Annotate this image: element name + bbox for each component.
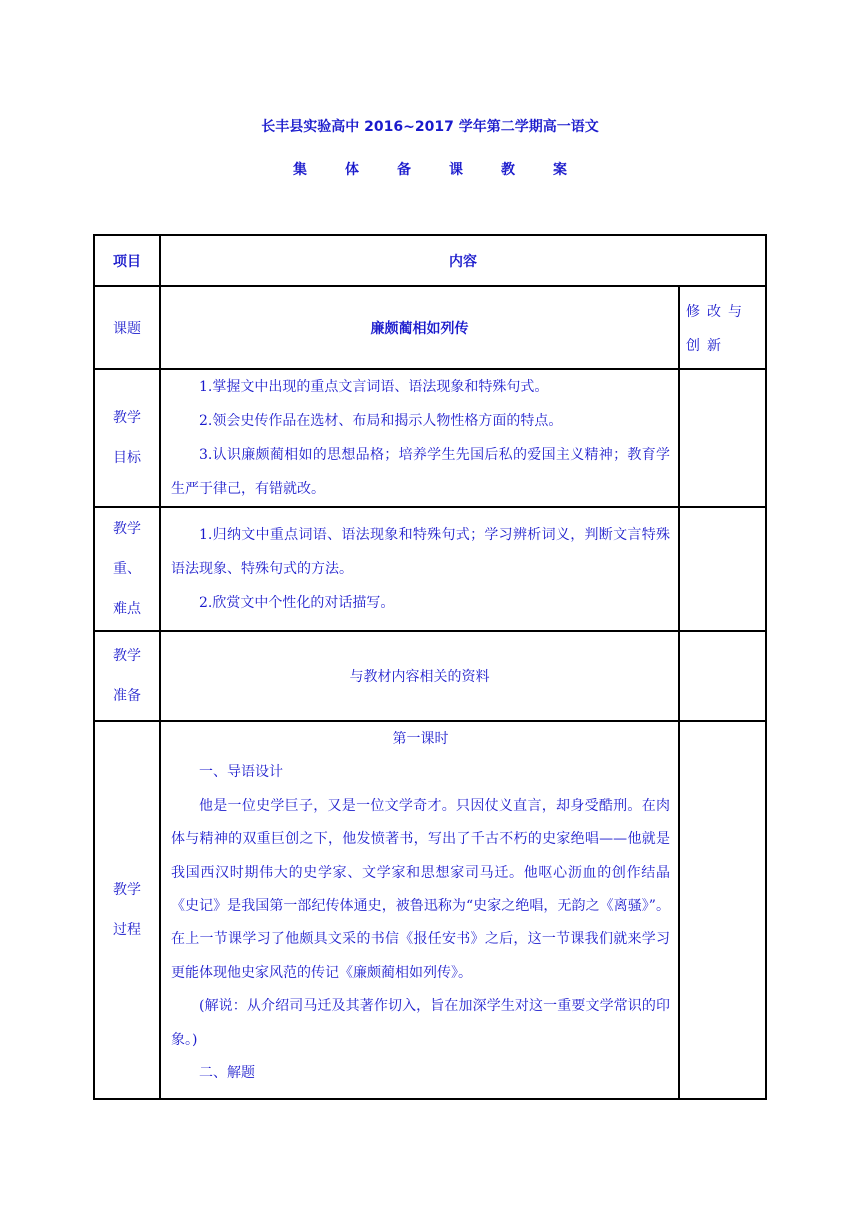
header-row (94, 235, 766, 286)
goals-content (160, 369, 679, 507)
process-row (94, 721, 766, 1099)
key-label-line-2: 重、 (113, 561, 141, 577)
process-paragraph: 他是一位史学巨子，又是一位文学奇才。只因仗义直言，却身受酷刑。在肉体与精神的双重巨创之下，他发愤著书，写出了千古不朽的史家绝唱——他就是我国西汉时期伟大的史学家、文学家和思想家司马迁。他呕心沥血的创作结晶《史记》是我国第一部纪传体通史，被鲁迅称为“史家之绝唱，无韵之《离骚》”。在上一节课学习了他颇具文采的书信《报任安书》之后，这一节课我们就来学习更能体现他史家风范的传记《廉颇蔺相如列传》。 (171, 797, 670, 981)
topic-value: 廉颇蔺相如列传 (160, 286, 679, 369)
process-revise-cell (679, 721, 766, 1099)
goals-label-line-2: 目标 (113, 450, 141, 466)
goals-revise-cell (679, 369, 766, 507)
section-heading: 一、导语设计 (199, 764, 283, 781)
revise-label: 修改与创新 (679, 286, 766, 369)
goals-label (94, 369, 160, 507)
preparation-label (94, 631, 160, 721)
key-points-revise-cell (679, 507, 766, 631)
process-note: (解说：从介绍司马迁及其著作切入，旨在加深学生对这一重要文学常识的印象。) (171, 998, 670, 1048)
prep-label-line-1: 教学 (113, 648, 141, 664)
preparation-row (94, 631, 766, 721)
key-points-content (160, 507, 679, 631)
key-label-line-3: 难点 (113, 601, 141, 617)
key-point-item: 1.归纳文中重点词语、语法现象和特殊句式；学习辨析词义，判断文言特殊语法现象、特殊句式的方法。 (171, 527, 670, 577)
document-subtitle: 集体备课教案 (293, 162, 605, 178)
preparation-value: 与教材内容相关的资料 (160, 631, 679, 721)
document-title: 长丰县实验高中 2016~2017 学年第二学期高一语文 (261, 119, 599, 135)
key-points-row (94, 507, 766, 631)
prep-label-line-2: 准备 (113, 688, 141, 704)
key-point-item: 2.欣赏文中个性化的对话描写。 (199, 595, 395, 611)
process-content (160, 721, 679, 1099)
column-header-item: 项目 (94, 235, 160, 286)
goal-item: 1.掌握文中出现的重点文言词语、语法现象和特殊句式。 (199, 379, 549, 395)
process-label (94, 721, 160, 1099)
lesson-plan-table (93, 234, 767, 1100)
goals-row (94, 369, 766, 507)
process-label-line-2: 过程 (113, 922, 141, 938)
topic-row (94, 286, 766, 369)
topic-label: 课题 (94, 286, 160, 369)
section-heading: 二、解题 (199, 1065, 255, 1082)
goal-item: 2.领会史传作品在选材、布局和揭示人物性格方面的特点。 (199, 413, 563, 429)
lesson-heading: 第一课时 (392, 731, 449, 747)
key-points-label (94, 507, 160, 631)
process-label-line-1: 教学 (113, 882, 141, 898)
key-label-line-1: 教学 (113, 521, 141, 537)
column-header-content: 内容 (160, 235, 766, 286)
goal-item: 3.认识廉颇蔺相如的思想品格；培养学生先国后私的爱国主义精神；教育学生严于律己，有错就改。 (171, 447, 670, 497)
goals-label-line-1: 教学 (113, 410, 141, 426)
preparation-revise-cell (679, 631, 766, 721)
